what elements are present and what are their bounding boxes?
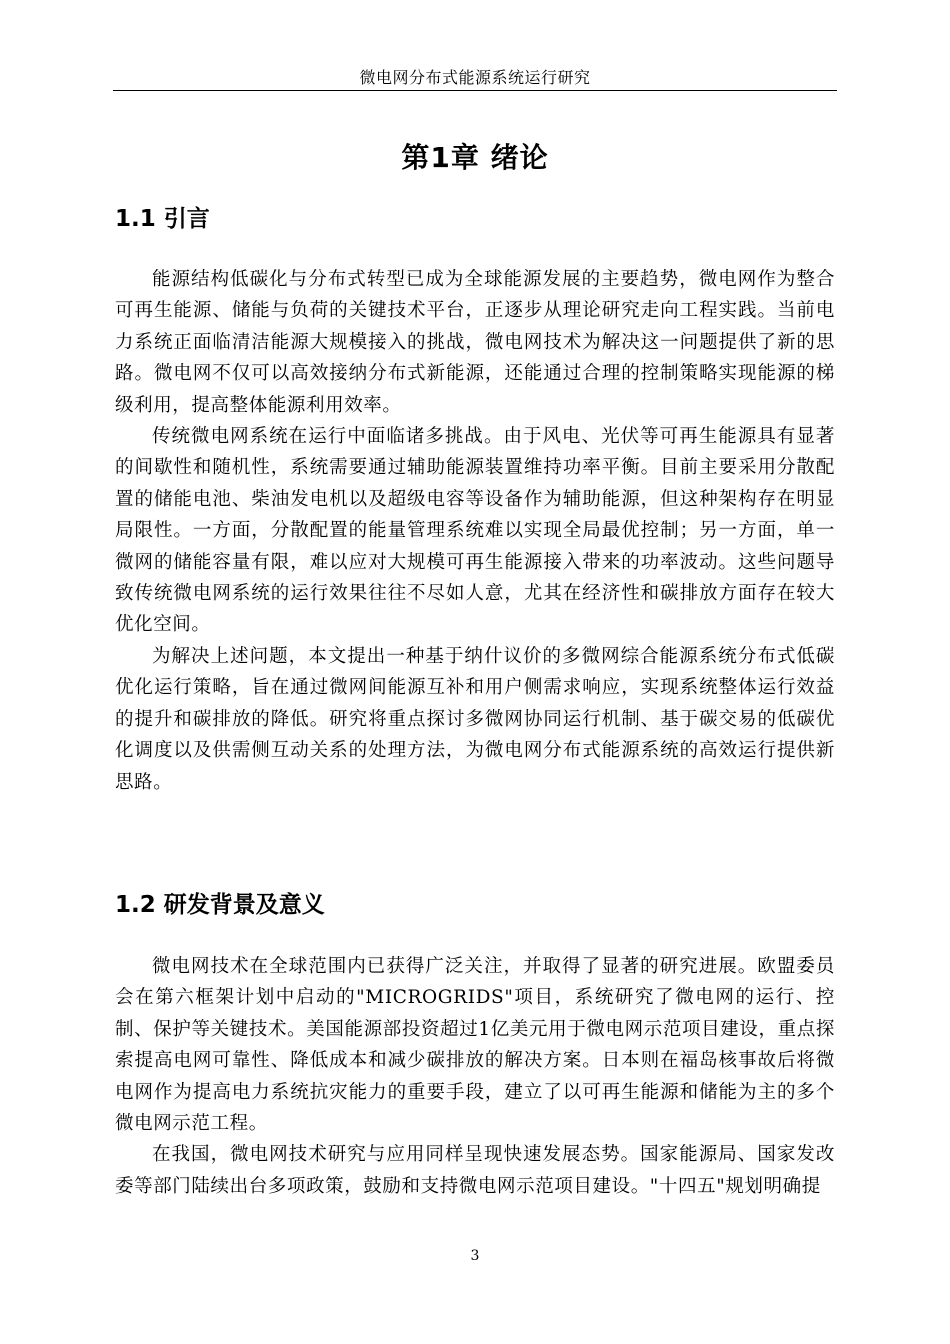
section-body-background [115, 951, 835, 1202]
paragraph: 传统微电网系统在运行中面临诸多挑战。由于风电、光伏等可再生能源具有显著的间歇性和随机性，系统需要通过辅助能源装置维持功率平衡。目前主要采用分散配置的储能电池、柴油发电机以及超级电容等设备作为辅助能源，但这种架构存在明显局限性。一方面，分散配置的能量管理系统难以实现全局最优控制；另一方面，单一微网的储能容量有限，难以应对大规模可再生能源接入带来的功率波动。这些问题导致传统微电网系统的运行效果往往不尽如人意，尤其在经济性和碳排放方面存在较大优化空间。 [115, 426, 835, 636]
paragraph: 能源结构低碳化与分布式转型已成为全球能源发展的主要趋势，微电网作为整合可再生能源、储能与负荷的关键技术平台，正逐步从理论研究走向工程实践。当前电力系统正面临清洁能源大规模接入的挑战，微电网技术为解决这一问题提供了新的思路。微电网不仅可以高效接纳分布式新能源，还能通过合理的控制策略实现能源的梯级利用，提高整体能源利用效率。 [115, 269, 835, 416]
section-body-introduction [115, 264, 835, 798]
page-number: 3 [470, 1248, 480, 1264]
header-rule [113, 90, 837, 91]
section-heading-background: 1.2 研发背景及意义 [115, 892, 325, 918]
paragraph: 微电网技术在全球范围内已获得广泛关注，并取得了显著的研究进展。欧盟委员会在第六框架计划中启动的"MICROGRIDS"项目，系统研究了微电网的运行、控制、保护等关键技术。美国能源部投资超过1亿美元用于微电网示范项目建设，重点探索提高电网可靠性、降低成本和减少碳排放的解决方案。日本则在福岛核事故后将微电网作为提高电力系统抗灾能力的重要手段，建立了以可再生能源和储能为主的多个微电网示范工程。 [115, 956, 835, 1135]
chapter-title: 第1章 绪论 [401, 141, 549, 174]
running-header: 微电网分布式能源系统运行研究 [359, 68, 591, 87]
paragraph: 为解决上述问题，本文提出一种基于纳什议价的多微网综合能源系统分布式低碳优化运行策略，旨在通过微网间能源互补和用户侧需求响应，实现系统整体运行效益的提升和碳排放的降低。研究将重点探讨多微网协同运行机制、基于碳交易的低碳优化调度以及供需侧互动关系的处理方法，为微电网分布式能源系统的高效运行提供新思路。 [115, 645, 835, 793]
paragraph: 在我国，微电网技术研究与应用同样呈现快速发展态势。国家能源局、国家发改委等部门陆续出台多项政策，鼓励和支持微电网示范项目建设。"十四五"规划明确提 [115, 1144, 835, 1197]
section-heading-introduction: 1.1 引言 [115, 206, 210, 232]
